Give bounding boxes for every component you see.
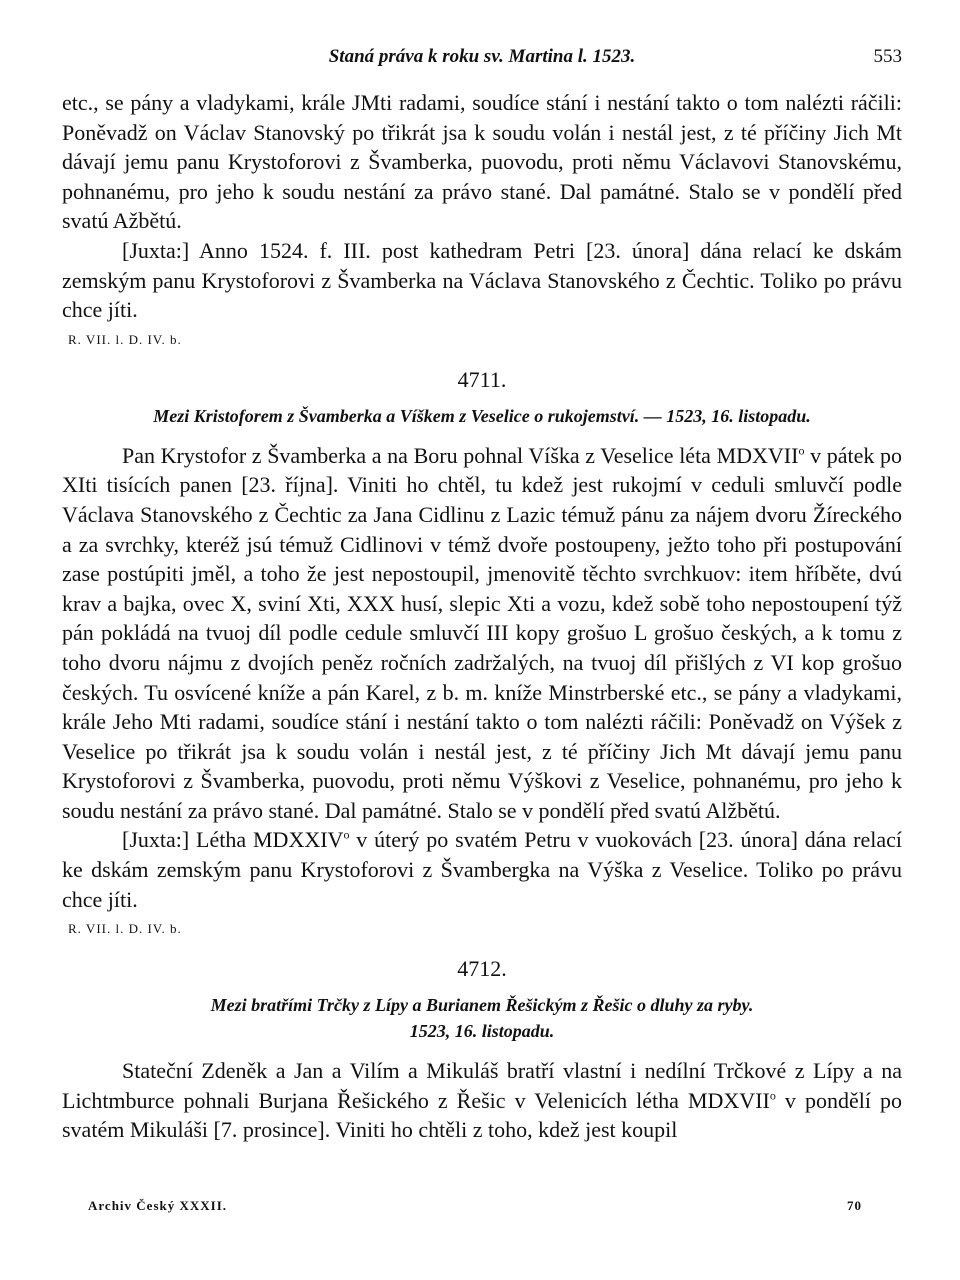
superscript: o: [343, 828, 350, 843]
continuation-paragraph: etc., se pány a vladykami, krále JMti radami, soudíce stání i nestání takto o tom nalézti ráčili: Poněvadž on Václav Stanovský po třikrát jsa k soudu volán i nestál jest, z té příčiny Jich Mt dávají jemu panu Krystoforovi z Švamberka, puovodu, proti němu Václavovi Stanovskému, pohnanému, pro jeho k soudu nestání za právo stané. Dal památné. Stalo se v pondělí před svatú Ažbětú.: [62, 90, 902, 234]
document-body-4711: [62, 441, 902, 826]
body-text: Pan Krystofor z Švamberka a na Boru pohnal Víška z Veselice léta MDXVII: [122, 442, 799, 468]
superscript: o: [769, 1088, 776, 1103]
footer-signature-number: 70: [847, 1198, 862, 1213]
body-text: Stateční Zdeněk a Jan a Vilím a Mikuláš bratří vlastní i nedílní Trčkové z Lípy a na Lichtmburce pohnali Burjana Řešického z Řešic v Velenicích létha MDXVII: [62, 1058, 902, 1113]
document-relation-4711: [62, 825, 902, 914]
running-title: Staná práva k roku sv. Martina l. 1523.: [328, 46, 636, 67]
document-page: [62, 0, 902, 1280]
archive-signature: R. VII. l. D. IV. b.: [68, 921, 182, 937]
continuation-relation: [Juxta:] Anno 1524. f. III. post kathedram Petri [23. února] dána relací ke dskám zemským panu Krystoforovi z Švamberka na Václava Stanovského z Čechtic. Toliko po právu chce jíti.: [62, 237, 902, 323]
relation-text: [Juxta:] Létha MDXXIV: [122, 827, 344, 853]
footer-series: Archiv Český XXXII.: [88, 1198, 228, 1213]
superscript: o: [798, 443, 805, 458]
document-number-4712: 4712.: [457, 956, 507, 982]
document-number-4711: 4711.: [457, 366, 507, 392]
page-footer: [62, 1198, 902, 1222]
page-body: [62, 88, 902, 1145]
body-text: v pondělí po svatém Mikuláši [7. prosince]. Viniti ho chtěli z toho, kdež jest koupil: [62, 1087, 903, 1143]
document-heading-4711: Mezi Kristoforem z Švamberka a Víškem z Veselice o rukojemství. — 1523, 16. listopadu.: [153, 405, 811, 426]
document-heading-4712: [62, 992, 902, 1044]
document-body-4712: [62, 1056, 902, 1145]
page-number: 553: [873, 46, 902, 67]
heading-line: Mezi bratřími Trčky z Lípy a Burianem Řešickým z Řešic o dluhy za ryby.: [210, 995, 754, 1016]
running-header: [62, 44, 902, 72]
body-text: v pátek po XIti tisících panen [23. října]. Viniti ho chtěl, tu kdež jest rukojmí v ceduli smluvčí podle Václava Stanovského z Čechtic za Jana Cidlinu z Lazic témuž pánu za nájem dvoru Žíreckého a za svrchky, kteréž jsú témuž Cidlinovi v témž dvoře postoupeny, ježto toho při postupování zase postúpiti jměl, a toho že jest nepostoupil, jmenovitě těchto svrchkuov: item hříběte, dvú krav a bajka, ovec X, sviní Xti, XXX husí, slepic Xti a vozu, kdež sobě toho nepostoupení týž pán pokládá na tvuoj díl podle cedule smluvčí III kopy grošuo L grošuo českých, a k tomu z toho dvoru nájmu z dvojích peněz ročních zadržalých, na tvuoj díl přišlých z VI kop grošuo českých. Tu osvícené kníže a pán Karel, z b. m. kníže Minstrberské etc., se pány a vladykami, krále Jeho Mti radami, soudíce stání i nestání takto o tom nalézti ráčili: Poněvadž on Výšek z Veselice po třikrát jsa k soudu volán i nestál jest, z té příčiny Jich Mt dávají jemu panu Krystoforovi z Švamberka, puovodu, proti němu Výškovi z Veselice, pohnanému, pro jeho k soudu nestání za právo stané. Dal památné. Stalo se v pondělí před svatú Alžbětú.: [62, 442, 902, 823]
relation-text: v úterý po svatém Petru v vuokovách [23. února] dána relací ke dskám zemským panu Krystoforovi z Švambergka na Výška z Veselice. Toliko po právu chce jíti.: [62, 827, 902, 912]
archive-signature: R. VII. l. D. IV. b.: [68, 331, 182, 347]
heading-date: 1523, 16. listopadu.: [409, 1021, 555, 1042]
